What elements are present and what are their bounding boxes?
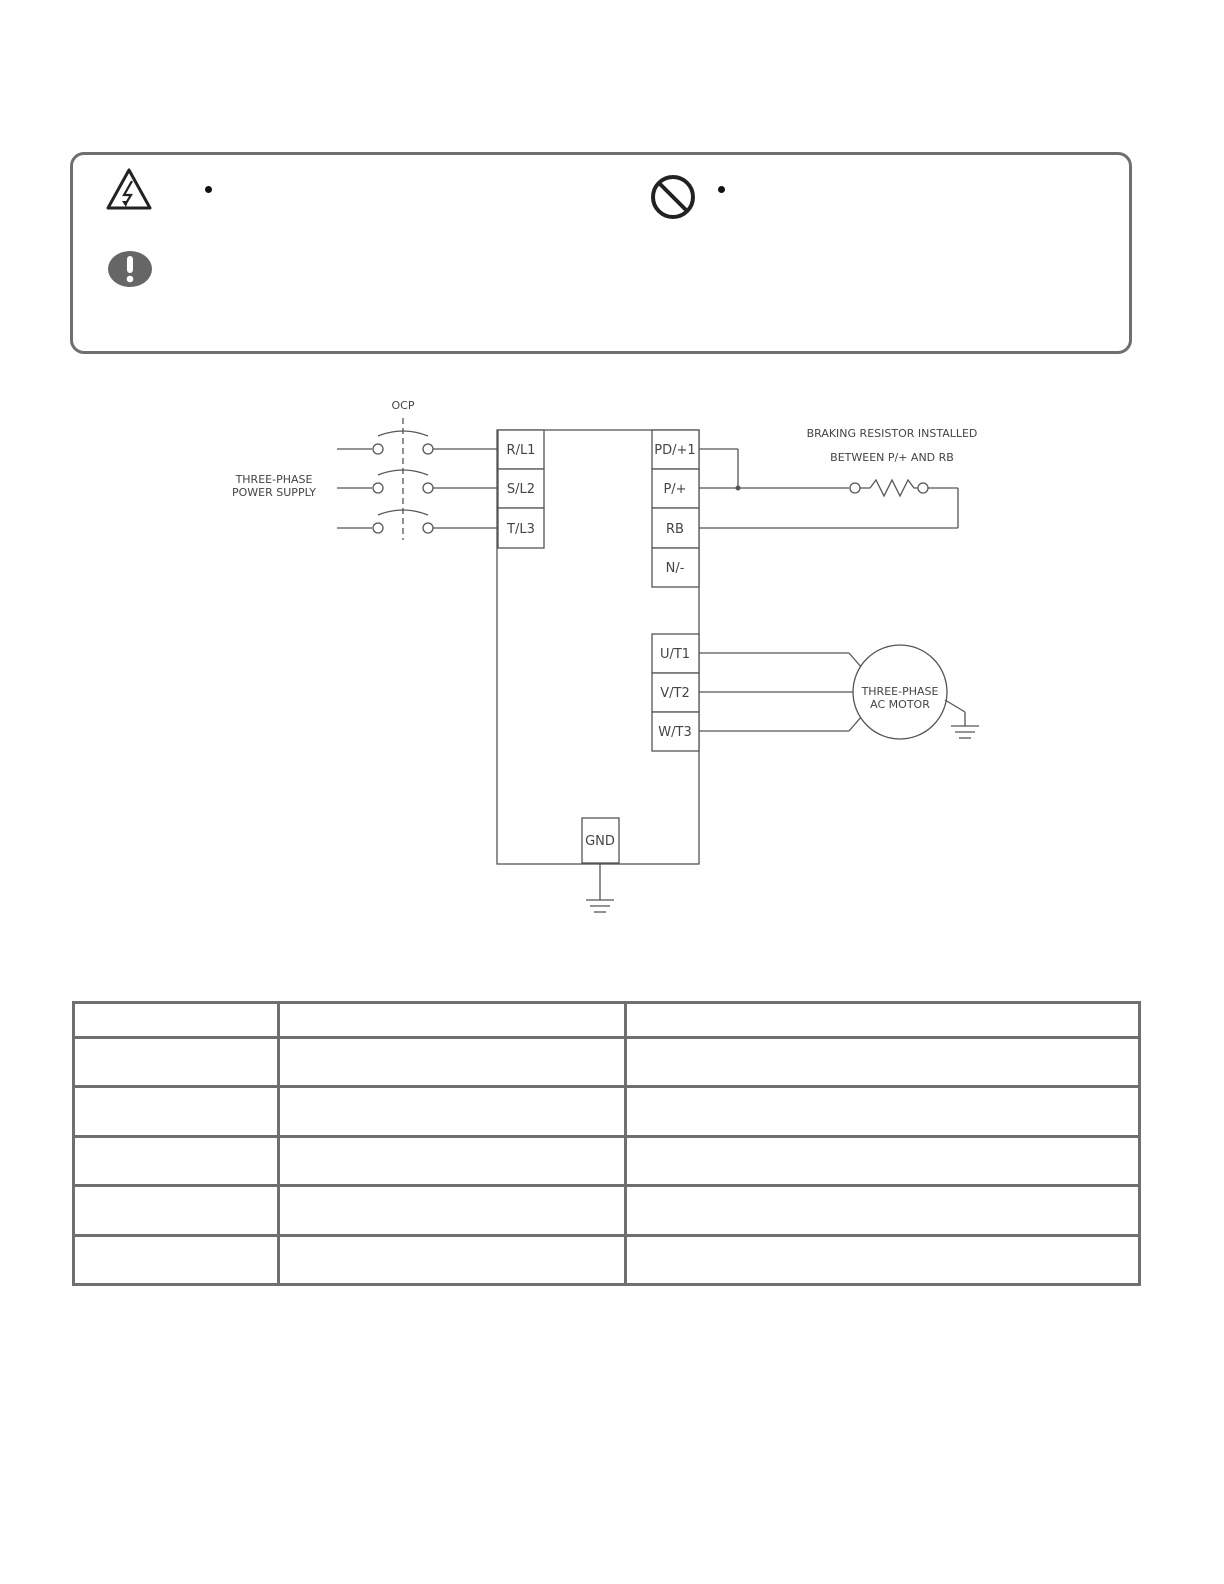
table-row xyxy=(74,1038,1140,1087)
table-cell xyxy=(74,1136,279,1185)
table-row xyxy=(74,1186,1140,1235)
output-terminal-u xyxy=(652,634,699,673)
input-terminal-r xyxy=(498,430,544,469)
motor-label-line2: AC MOTOR xyxy=(870,698,930,711)
table-cell xyxy=(74,1087,279,1136)
table-cell xyxy=(279,1235,626,1284)
notice-bullet-right xyxy=(718,186,725,193)
braking-note-line2: BETWEEN P/+ AND RB xyxy=(830,451,954,464)
braking-note-line1: BRAKING RESISTOR INSTALLED xyxy=(806,427,978,440)
table-cell xyxy=(74,1186,279,1235)
motor-ground-symbol xyxy=(945,700,979,738)
terminal-label-u: U/T1 xyxy=(659,647,691,662)
caution-exclamation-icon xyxy=(107,250,153,288)
table-header-row xyxy=(74,1003,1140,1038)
table-row xyxy=(74,1136,1140,1185)
table-cell xyxy=(74,1003,279,1038)
terminal-label-gnd: GND xyxy=(585,834,615,849)
dc-terminal-pd xyxy=(652,430,699,469)
ground-terminal xyxy=(582,818,619,863)
table-row xyxy=(74,1087,1140,1136)
dc-terminal-p xyxy=(652,469,699,508)
output-terminal-w xyxy=(652,712,699,751)
motor-wiring xyxy=(699,653,862,731)
table-cell xyxy=(74,1038,279,1087)
input-terminal-s xyxy=(498,469,544,508)
dc-terminal-n xyxy=(652,548,699,587)
notice-bullet-left xyxy=(205,186,212,193)
table-cell xyxy=(279,1087,626,1136)
output-terminal-v xyxy=(652,673,699,712)
table-cell xyxy=(626,1038,1140,1087)
safety-notice-box xyxy=(70,152,1132,354)
motor-label-line1: THREE-PHASE xyxy=(861,685,939,698)
table-cell xyxy=(74,1235,279,1284)
table-cell xyxy=(626,1136,1140,1185)
terminal-label-p: P/+ xyxy=(663,482,687,497)
terminal-table xyxy=(72,1001,1141,1286)
terminal-label-w: W/T3 xyxy=(658,725,692,740)
supply-label-line2: POWER SUPPLY xyxy=(232,486,316,499)
terminal-label-rb: RB xyxy=(666,522,684,537)
supply-label-line1: THREE-PHASE xyxy=(235,473,313,486)
table-row xyxy=(74,1235,1140,1284)
terminal-label-n: N/- xyxy=(665,561,685,576)
terminal-label-v: V/T2 xyxy=(660,686,690,701)
table-cell xyxy=(279,1136,626,1185)
ocp-label: OCP xyxy=(391,399,415,412)
dc-terminal-rb xyxy=(652,508,699,548)
high-voltage-warning-icon xyxy=(106,168,152,210)
table-cell xyxy=(279,1038,626,1087)
table-cell xyxy=(626,1186,1140,1235)
table-cell xyxy=(279,1003,626,1038)
input-terminal-t xyxy=(498,508,544,548)
table-cell xyxy=(279,1186,626,1235)
terminal-label-s: S/L2 xyxy=(506,482,536,497)
table-cell xyxy=(626,1003,1140,1038)
ocp-breaker xyxy=(337,418,498,540)
prohibited-icon xyxy=(648,174,698,220)
terminal-label-r: R/L1 xyxy=(506,443,536,458)
wiring-diagram xyxy=(0,380,1224,940)
table-cell xyxy=(626,1087,1140,1136)
terminal-label-pd: PD/+1 xyxy=(654,443,696,458)
table-cell xyxy=(626,1235,1140,1284)
terminal-label-t: T/L3 xyxy=(507,522,535,537)
ground-symbol xyxy=(586,864,614,912)
